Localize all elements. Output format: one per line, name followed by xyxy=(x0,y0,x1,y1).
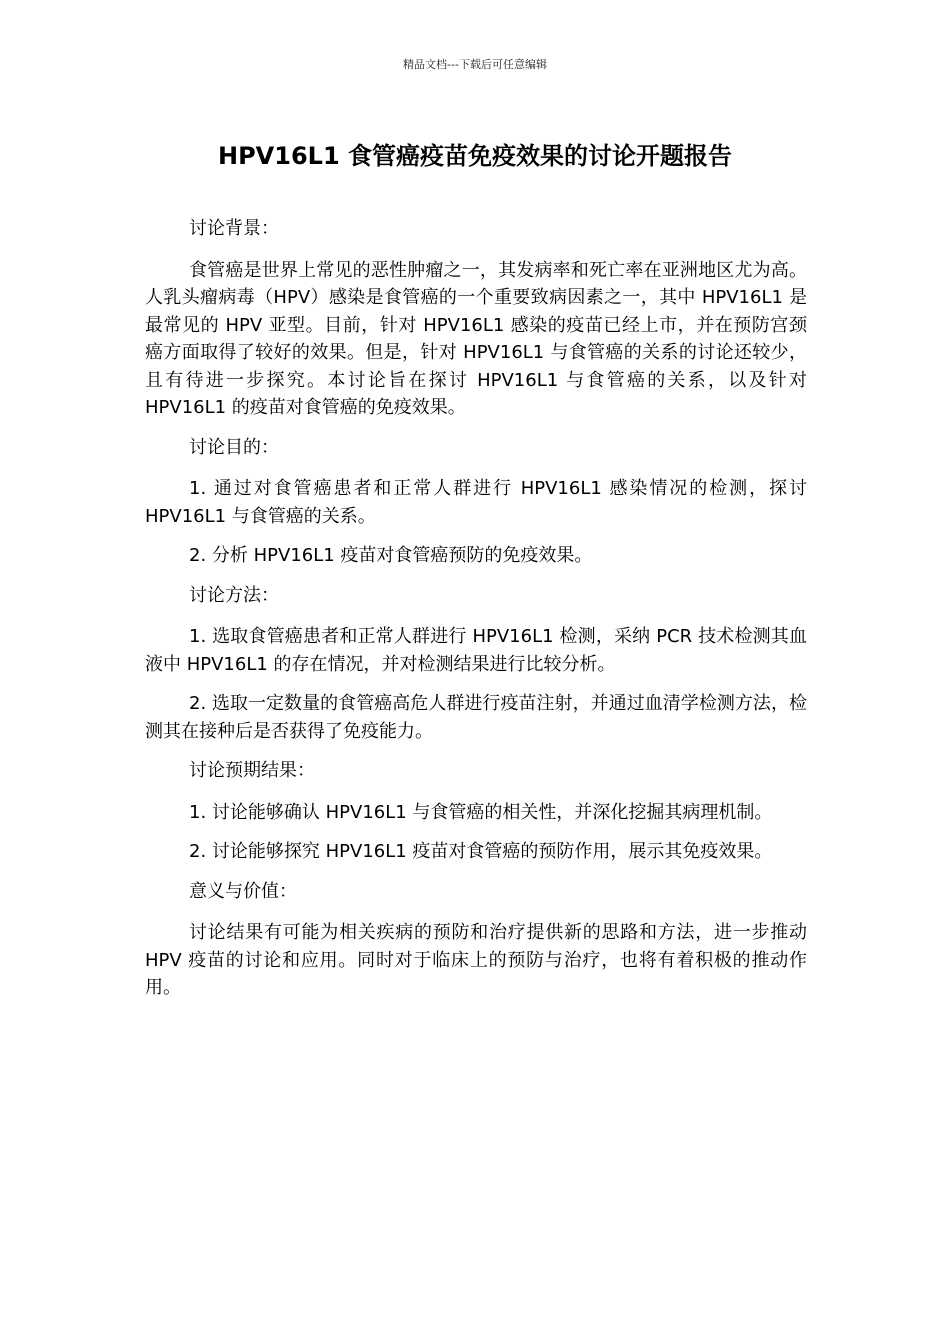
paragraph-expected-1: 1. 讨论能够确认 HPV16L1 与食管癌的相关性，并深化挖掘其病理机制。 xyxy=(189,801,773,823)
paragraph-purpose-2: 2. 分析 HPV16L1 疫苗对食管癌预防的免疫效果。 xyxy=(189,545,593,566)
paragraph-significance: 讨论结果有可能为相关疾病的预防和治疗提供新的思路和方法，进一步推动 HPV 疫苗的讨论和应用。同时对于临床上的预防与治疗，也将有着积极的推动作用。 xyxy=(145,922,807,998)
paragraph-method-1: 1. 选取食管癌患者和正常人群进行 HPV16L1 检测，采纳 PCR 技术检测其血液中 HPV16L1 的存在情况，并对检测结果进行比较分析。 xyxy=(145,626,807,675)
document-body xyxy=(145,215,807,1014)
section-heading-background: 讨论背景： xyxy=(189,218,279,239)
section-heading-method: 讨论方法： xyxy=(189,584,279,606)
header-note: 精品文档---下载后可任意编辑 xyxy=(403,58,547,71)
section-heading-significance: 意义与价值： xyxy=(189,880,297,902)
section-heading-purpose: 讨论目的： xyxy=(189,436,279,458)
paragraph-background: 食管癌是世界上常见的恶性肿瘤之一，其发病率和死亡率在亚洲地区尤为高。人乳头瘤病毒（HPV）感染是食管癌的一个重要致病因素之一，其中 HPV16L1 是最常见的 HPV 亚型。目前，针对 HPV16L1 感染的疫苗已经上市，并在预防宫颈癌方面取得了较好的效果。但是，针对 HPV16L1 与食管癌的关系的讨论还较少，且有待进一步探究。本讨论旨在探讨 HPV16L1 与食管癌的关系，以及针对 HPV16L1 的疫苗对食管癌的免疫效果。 xyxy=(145,259,807,418)
paragraph-purpose-1: 1. 通过对食管癌患者和正常人群进行 HPV16L1 感染情况的检测，探讨 HPV16L1 与食管癌的关系。 xyxy=(145,478,807,527)
section-heading-expected-results: 讨论预期结果： xyxy=(189,760,315,781)
paragraph-method-2: 2. 选取一定数量的食管癌高危人群进行疫苗注射，并通过血清学检测方法，检测其在接种后是否获得了免疫能力。 xyxy=(145,693,807,742)
document-title: HPV16L1 食管癌疫苗免疫效果的讨论开题报告 xyxy=(218,142,732,170)
paragraph-expected-2: 2. 讨论能够探究 HPV16L1 疫苗对食管癌的预防作用，展示其免疫效果。 xyxy=(189,841,773,862)
